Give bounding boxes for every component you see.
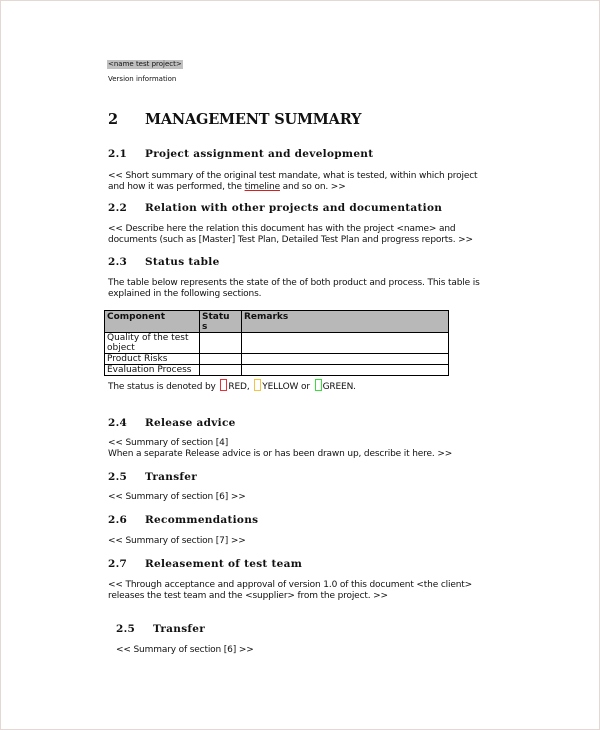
section-title: Status table	[145, 256, 220, 268]
cell-remarks[interactable]	[242, 333, 449, 354]
cell-status[interactable]	[200, 365, 242, 376]
table-header-row	[105, 311, 449, 333]
legend-prefix: The status is denoted by	[108, 382, 219, 392]
spellcheck-flagged-word[interactable]: timeline	[244, 182, 280, 192]
section-title: Relation with other projects and documentation	[145, 202, 443, 214]
chapter-title: MANAGEMENT SUMMARY	[145, 111, 362, 128]
section-body-2-5	[108, 492, 246, 503]
header-version-info: Version information	[108, 75, 177, 83]
section-title: Transfer	[153, 623, 206, 635]
section-number: 2.5	[116, 623, 136, 635]
cell-remarks[interactable]	[242, 365, 449, 376]
section-body-2-4	[108, 438, 452, 460]
table-row	[105, 365, 449, 376]
legend-label-red: RED,	[228, 382, 250, 392]
section-title: Release advice	[145, 417, 236, 429]
column-header-remarks: Remarks	[242, 311, 449, 333]
header-text: s	[202, 322, 208, 332]
body-line	[108, 182, 477, 193]
section-heading-2-4	[108, 417, 508, 431]
chapter-heading	[108, 111, 408, 129]
column-header-component: Component	[105, 311, 200, 333]
section-title: Recommendations	[145, 514, 259, 526]
legend-label-yellow: YELLOW or	[262, 382, 310, 392]
section-body-2-1	[108, 171, 477, 193]
section-number: 2.6	[108, 514, 128, 526]
body-text: and how it was performed, the	[108, 182, 245, 192]
header-project-name: <name test project>	[108, 60, 182, 68]
cell-remarks[interactable]	[242, 354, 449, 365]
section-number: 2.3	[108, 256, 128, 268]
section-body-2-5-repeat	[116, 645, 254, 656]
section-heading-2-6	[108, 514, 508, 528]
cell-component[interactable]	[105, 333, 200, 354]
cell-status[interactable]	[200, 354, 242, 365]
cell-component[interactable]: Evaluation Process	[105, 365, 200, 376]
body-line: The table below represents the state of the of both product and process. This table is	[108, 278, 480, 288]
body-line: When a separate Release advice is or has been drawn up, describe it here. >>	[108, 449, 453, 459]
section-number: 2.4	[108, 417, 128, 429]
green-status-box-icon	[315, 379, 322, 391]
body-text: and so on. >>	[279, 182, 346, 192]
cell-component[interactable]: Product Risks	[105, 354, 200, 365]
section-heading-2-2	[108, 202, 528, 216]
section-title: Project assignment and development	[145, 148, 374, 160]
header-text: Statu	[202, 312, 230, 322]
status-legend	[108, 379, 356, 393]
section-body-2-2	[108, 224, 473, 246]
section-heading-2-3	[108, 256, 508, 270]
body-line: << Describe here the relation this document has with the project <name> and	[108, 224, 456, 234]
section-heading-2-1	[108, 148, 508, 162]
cell-status[interactable]	[200, 333, 242, 354]
body-line: << Summary of section [4]	[108, 438, 229, 448]
section-title: Transfer	[145, 471, 198, 483]
section-heading-2-7	[108, 558, 508, 572]
table-row	[105, 354, 449, 365]
body-line: << Short summary of the original test mandate, what is tested, within which project	[108, 171, 478, 181]
yellow-status-box-icon	[254, 379, 261, 391]
section-number: 2.1	[108, 148, 128, 160]
body-line: << Summary of section [6] >>	[108, 492, 246, 502]
cell-text: Quality of the test	[107, 333, 189, 343]
cell-text: object	[107, 343, 135, 353]
column-header-status	[200, 311, 242, 333]
body-line: documents (such as [Master] Test Plan, Detailed Test Plan and progress reports. >>	[108, 235, 473, 245]
body-line: << Summary of section [7] >>	[108, 536, 246, 546]
body-line: << Summary of section [6] >>	[116, 645, 254, 655]
body-line: << Through acceptance and approval of version 1.0 of this document <the client>	[108, 580, 473, 590]
section-body-2-3	[108, 278, 480, 300]
chapter-number: 2	[108, 111, 118, 128]
legend-label-green: GREEN.	[322, 382, 356, 392]
section-number: 2.2	[108, 202, 128, 214]
section-heading-2-5	[108, 471, 508, 485]
table-row	[105, 333, 449, 354]
red-status-box-icon	[220, 379, 227, 391]
section-body-2-6	[108, 536, 246, 547]
body-line: explained in the following sections.	[108, 289, 262, 299]
body-line: releases the test team and the <supplier> from the project. >>	[108, 591, 388, 601]
section-number: 2.7	[108, 558, 128, 570]
section-heading-2-5-repeat	[116, 623, 516, 637]
section-number: 2.5	[108, 471, 128, 483]
section-body-2-7	[108, 580, 472, 602]
status-table	[104, 310, 449, 376]
section-title: Releasement of test team	[145, 558, 303, 570]
